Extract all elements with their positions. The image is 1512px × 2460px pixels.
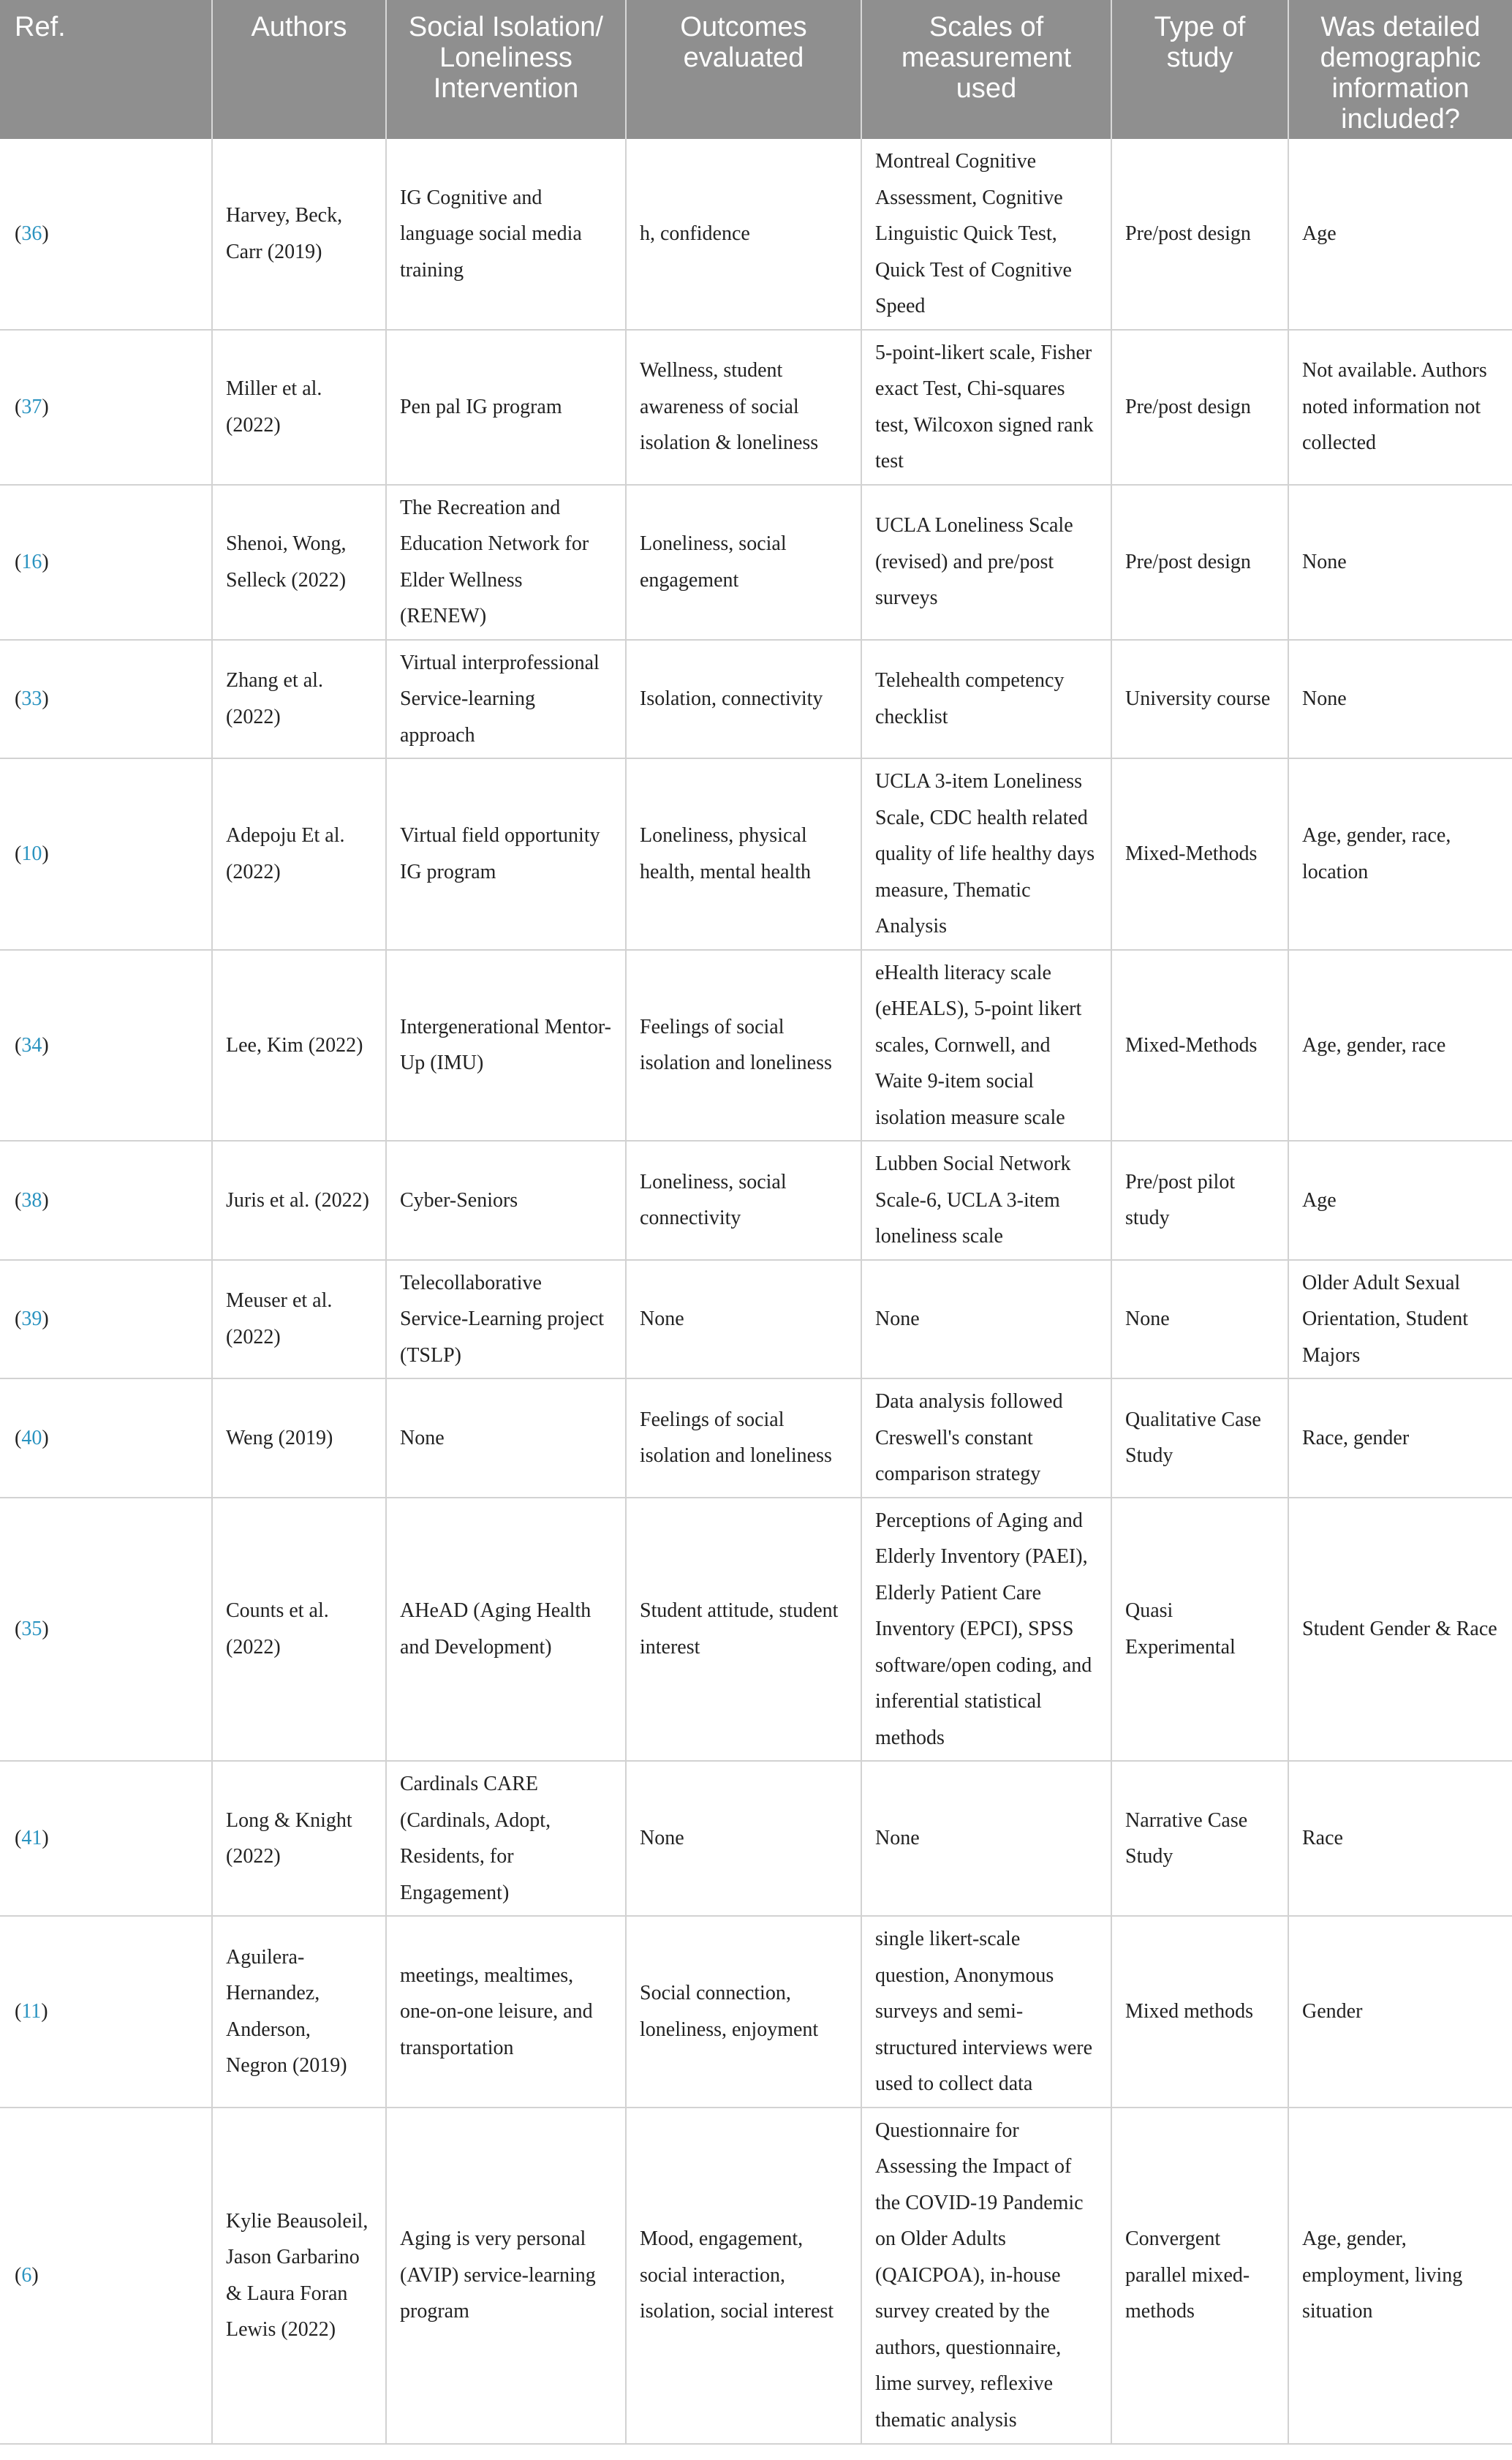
authors-cell: Meuser et al. (2022) bbox=[212, 1260, 386, 1379]
study-type-cell: Mixed-Methods bbox=[1111, 758, 1288, 950]
reference-link[interactable]: 16 bbox=[21, 550, 42, 573]
ref-cell: (34) bbox=[0, 950, 212, 1142]
scales-cell: UCLA Loneliness Scale (revised) and pre/post surveys bbox=[861, 485, 1111, 640]
table-row bbox=[0, 2108, 1512, 2444]
outcomes-cell: Mood, engagement, social interaction, isolation, social interest bbox=[626, 2108, 861, 2444]
scales-cell: single likert-scale question, Anonymous surveys and semi-structured interviews were used to collect data bbox=[861, 1916, 1111, 2108]
ref-cell: (37) bbox=[0, 330, 212, 485]
scales-cell: None bbox=[861, 1761, 1111, 1916]
outcomes-cell: Feelings of social isolation and loneliness bbox=[626, 1378, 861, 1498]
column-header-demographics: Was detailed demographic information included? bbox=[1288, 0, 1512, 139]
intervention-cell: Virtual field opportunity IG program bbox=[386, 758, 626, 950]
authors-cell: Shenoi, Wong, Selleck (2022) bbox=[212, 485, 386, 640]
ref-cell: (10) bbox=[0, 758, 212, 950]
reference-link[interactable]: 41 bbox=[21, 1827, 42, 1850]
header-row bbox=[0, 0, 1512, 139]
intervention-cell: meetings, mealtimes, one-on-one leisure, and transportation bbox=[386, 1916, 626, 2108]
intervention-cell: Cyber-Seniors bbox=[386, 1141, 626, 1260]
demographics-cell: Gender bbox=[1288, 1916, 1512, 2108]
study-type-cell: Pre/post design bbox=[1111, 485, 1288, 640]
scales-cell: None bbox=[861, 1260, 1111, 1379]
ref-cell: (39) bbox=[0, 1260, 212, 1379]
reference-link[interactable]: 6 bbox=[21, 2263, 32, 2287]
authors-cell: Aguilera-Hernandez, Anderson, Negron (2019) bbox=[212, 1916, 386, 2108]
study-type-cell: Mixed-Methods bbox=[1111, 950, 1288, 1142]
table-row bbox=[0, 1141, 1512, 1260]
scales-cell: eHealth literacy scale (eHEALS), 5-point likert scales, Cornwell, and Waite 9-item social isolation measure scale bbox=[861, 950, 1111, 1142]
table-row bbox=[0, 485, 1512, 640]
authors-cell: Miller et al. (2022) bbox=[212, 330, 386, 485]
outcomes-cell: h, confidence bbox=[626, 139, 861, 330]
column-header-intervention: Social Isolation/ Loneliness Intervention bbox=[386, 0, 626, 139]
reference-link[interactable]: 38 bbox=[21, 1188, 42, 1212]
reference-link[interactable]: 10 bbox=[21, 842, 42, 865]
ref-cell: (41) bbox=[0, 1761, 212, 1916]
scales-cell: Perceptions of Aging and Elderly Inventory (PAEI), Elderly Patient Care Inventory (EPCI), SPSS software/open coding, and inferential statistical methods bbox=[861, 1498, 1111, 1762]
study-type-cell: Qualitative Case Study bbox=[1111, 1378, 1288, 1498]
scales-cell: Data analysis followed Creswell's constant comparison strategy bbox=[861, 1378, 1111, 1498]
demographics-cell: Race, gender bbox=[1288, 1378, 1512, 1498]
study-type-cell: None bbox=[1111, 1260, 1288, 1379]
column-header-outcomes: Outcomes evaluated bbox=[626, 0, 861, 139]
table-body bbox=[0, 139, 1512, 2444]
demographics-cell: Older Adult Sexual Orientation, Student Majors bbox=[1288, 1260, 1512, 1379]
ref-cell: (35) bbox=[0, 1498, 212, 1762]
outcomes-cell: Isolation, connectivity bbox=[626, 640, 861, 759]
ref-cell: (38) bbox=[0, 1141, 212, 1260]
column-header-authors: Authors bbox=[212, 0, 386, 139]
reference-link[interactable]: 11 bbox=[21, 2000, 42, 2023]
ref-cell: (11) bbox=[0, 1916, 212, 2108]
authors-cell: Adepoju Et al. (2022) bbox=[212, 758, 386, 950]
reference-link[interactable]: 35 bbox=[21, 1618, 42, 1640]
study-type-cell: Convergent parallel mixed-methods bbox=[1111, 2108, 1288, 2444]
demographics-cell: Not available. Authors noted information not collected bbox=[1288, 330, 1512, 485]
column-header-scales: Scales of measurement used bbox=[861, 0, 1111, 139]
scales-cell: UCLA 3-item Loneliness Scale, CDC health related quality of life healthy days measure, Thematic Analysis bbox=[861, 758, 1111, 950]
intervention-cell: AHeAD (Aging Health and Development) bbox=[386, 1498, 626, 1762]
scales-cell: Montreal Cognitive Assessment, Cognitive Linguistic Quick Test, Quick Test of Cognitive Speed bbox=[861, 139, 1111, 330]
ref-cell: (16) bbox=[0, 485, 212, 640]
demographics-cell: Age, gender, race bbox=[1288, 950, 1512, 1142]
outcomes-cell: None bbox=[626, 1260, 861, 1379]
table-header bbox=[0, 0, 1512, 139]
reference-link[interactable]: 39 bbox=[21, 1308, 42, 1330]
authors-cell: Zhang et al. (2022) bbox=[212, 640, 386, 759]
intervention-cell: Virtual interprofessional Service-learning approach bbox=[386, 640, 626, 759]
ref-cell: (36) bbox=[0, 139, 212, 330]
intervention-cell: Telecollaborative Service-Learning project (TSLP) bbox=[386, 1260, 626, 1379]
ref-cell: (40) bbox=[0, 1378, 212, 1498]
scales-cell: Lubben Social Network Scale-6, UCLA 3-item loneliness scale bbox=[861, 1141, 1111, 1260]
outcomes-cell: Loneliness, physical health, mental health bbox=[626, 758, 861, 950]
table-row bbox=[0, 139, 1512, 330]
intervention-cell: Aging is very personal (AVIP) service-learning program bbox=[386, 2108, 626, 2444]
authors-cell: Kylie Beausoleil, Jason Garbarino & Laura Foran Lewis (2022) bbox=[212, 2108, 386, 2444]
reference-link[interactable]: 37 bbox=[21, 395, 42, 418]
study-type-cell: Quasi Experimental bbox=[1111, 1498, 1288, 1762]
study-type-cell: Pre/post design bbox=[1111, 330, 1288, 485]
table-row bbox=[0, 950, 1512, 1142]
demographics-cell: Age, gender, race, location bbox=[1288, 758, 1512, 950]
authors-cell: Long & Knight (2022) bbox=[212, 1761, 386, 1916]
authors-cell: Counts et al. (2022) bbox=[212, 1498, 386, 1762]
study-type-cell: Pre/post pilot study bbox=[1111, 1141, 1288, 1260]
reference-link[interactable]: 33 bbox=[21, 687, 42, 710]
demographics-cell: None bbox=[1288, 485, 1512, 640]
table-row bbox=[0, 1498, 1512, 1762]
demographics-cell: Student Gender & Race bbox=[1288, 1498, 1512, 1762]
outcomes-cell: Student attitude, student interest bbox=[626, 1498, 861, 1762]
demographics-cell: Age bbox=[1288, 1141, 1512, 1260]
reference-link[interactable]: 34 bbox=[21, 1033, 42, 1057]
table-row bbox=[0, 1260, 1512, 1379]
intervention-cell: Cardinals CARE (Cardinals, Adopt, Residents, for Engagement) bbox=[386, 1761, 626, 1916]
study-type-cell: University course bbox=[1111, 640, 1288, 759]
reference-link[interactable]: 40 bbox=[21, 1426, 42, 1449]
study-type-cell: Mixed methods bbox=[1111, 1916, 1288, 2108]
column-header-study-type: Type of study bbox=[1111, 0, 1288, 139]
table-row bbox=[0, 1378, 1512, 1498]
outcomes-cell: Loneliness, social connectivity bbox=[626, 1141, 861, 1260]
demographics-cell: Race bbox=[1288, 1761, 1512, 1916]
table-row bbox=[0, 1916, 1512, 2108]
column-header-ref: Ref. bbox=[0, 0, 212, 139]
ref-cell: (6) bbox=[0, 2108, 212, 2444]
authors-cell: Weng (2019) bbox=[212, 1378, 386, 1498]
scales-cell: 5-point-likert scale, Fisher exact Test, Chi-squares test, Wilcoxon signed rank test bbox=[861, 330, 1111, 485]
scales-cell: Questionnaire for Assessing the Impact of the COVID-19 Pandemic on Older Adults (QAICPOA), in-house survey created by the authors, questionnaire, lime survey, reflexive thematic analysis bbox=[861, 2108, 1111, 2444]
table-row bbox=[0, 330, 1512, 485]
intervention-cell: Pen pal IG program bbox=[386, 330, 626, 485]
reference-link[interactable]: 36 bbox=[21, 222, 42, 245]
table-row bbox=[0, 1761, 1512, 1916]
intervention-cell: None bbox=[386, 1378, 626, 1498]
demographics-cell: None bbox=[1288, 640, 1512, 759]
outcomes-cell: Wellness, student awareness of social isolation & loneliness bbox=[626, 330, 861, 485]
outcomes-cell: None bbox=[626, 1761, 861, 1916]
ref-cell: (33) bbox=[0, 640, 212, 759]
intervention-cell: Intergenerational Mentor-Up (IMU) bbox=[386, 950, 626, 1142]
outcomes-cell: Social connection, loneliness, enjoyment bbox=[626, 1916, 861, 2108]
authors-cell: Harvey, Beck, Carr (2019) bbox=[212, 139, 386, 330]
table-row bbox=[0, 640, 1512, 759]
authors-cell: Juris et al. (2022) bbox=[212, 1141, 386, 1260]
study-type-cell: Narrative Case Study bbox=[1111, 1761, 1288, 1916]
intervention-cell: The Recreation and Education Network for Elder Wellness (RENEW) bbox=[386, 485, 626, 640]
demographics-cell: Age bbox=[1288, 139, 1512, 330]
intervention-cell: IG Cognitive and language social media training bbox=[386, 139, 626, 330]
authors-cell: Lee, Kim (2022) bbox=[212, 950, 386, 1142]
study-type-cell: Pre/post design bbox=[1111, 139, 1288, 330]
outcomes-cell: Feelings of social isolation and loneliness bbox=[626, 950, 861, 1142]
table-row bbox=[0, 758, 1512, 950]
scales-cell: Telehealth competency checklist bbox=[861, 640, 1111, 759]
outcomes-cell: Loneliness, social engagement bbox=[626, 485, 861, 640]
demographics-cell: Age, gender, employment, living situation bbox=[1288, 2108, 1512, 2444]
